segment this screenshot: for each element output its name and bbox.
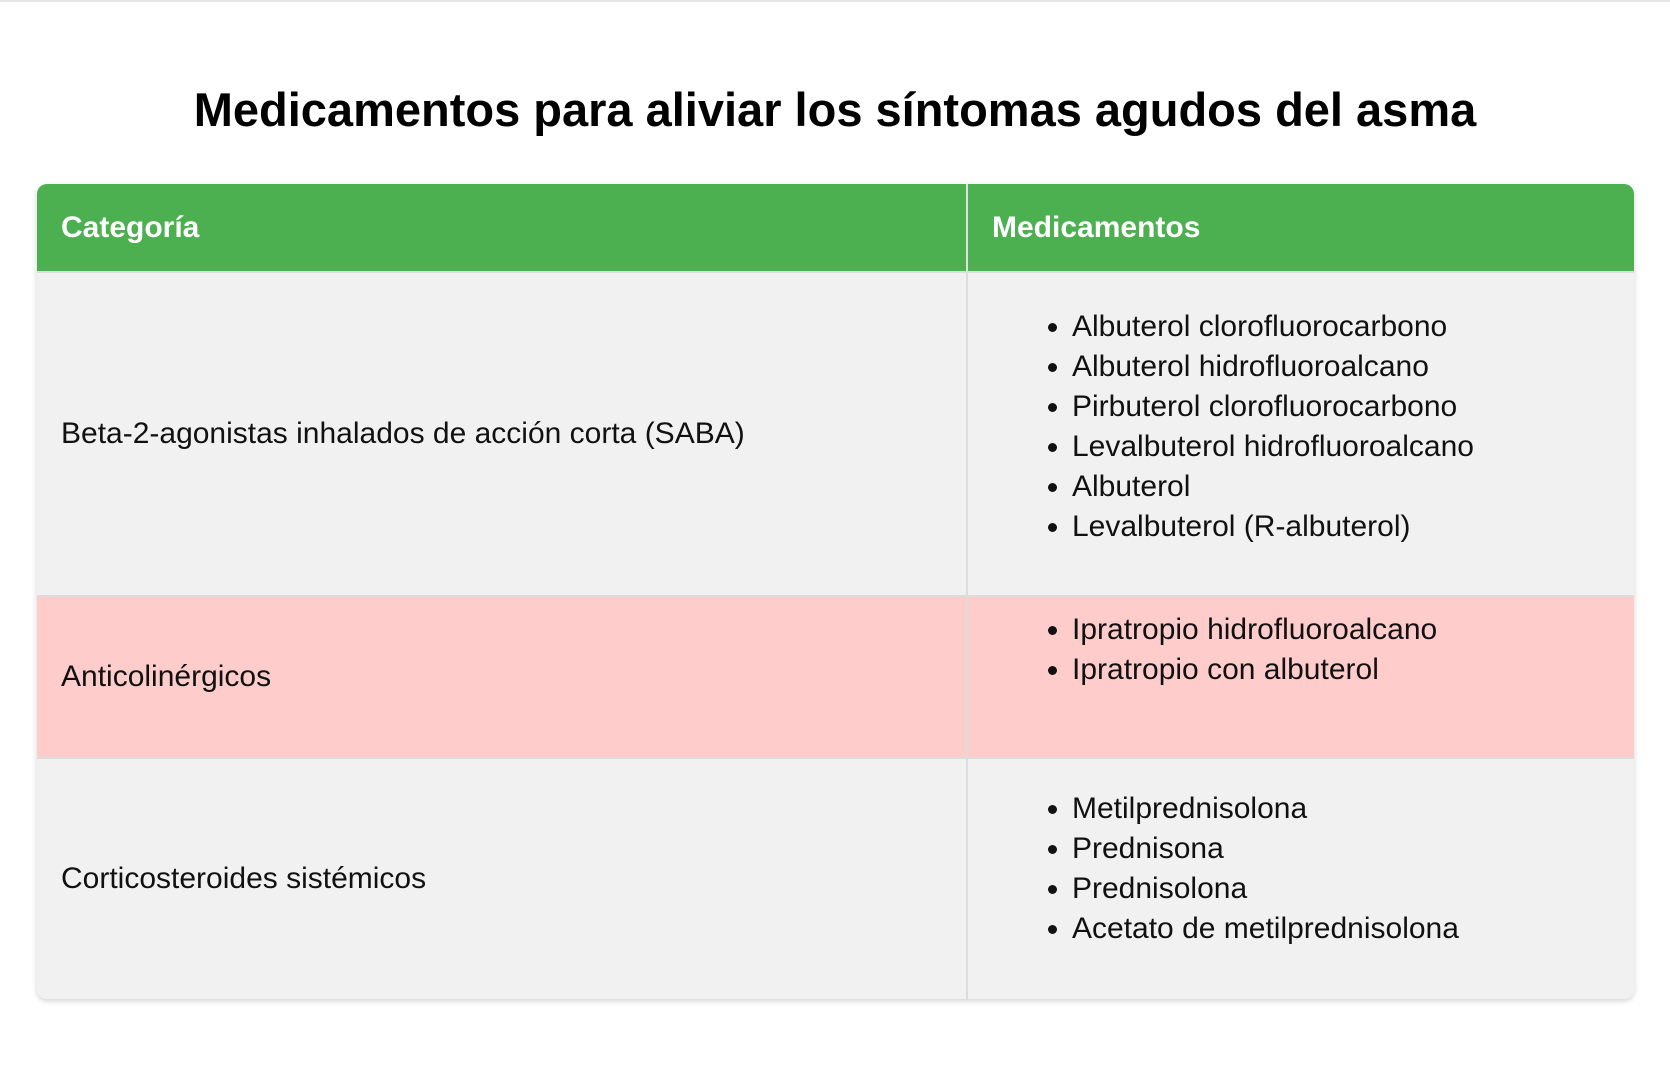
list-item: • Levalbuterol (R-albuterol) [1072, 507, 1634, 547]
list-item: • Ipratropio con albuterol [1072, 650, 1634, 690]
page-title: Medicamentos para aliviar los síntomas agudos del asma [193, 83, 1477, 136]
category-cell: Anticolinérgicos [37, 596, 967, 758]
table-row [37, 758, 1634, 999]
category-cell: Beta-2-agonistas inhalados de acción corta (SABA) [37, 272, 967, 596]
medications-list [992, 307, 1634, 547]
medications-cell [967, 596, 1634, 758]
list-item: • Pirbuterol clorofluorocarbono [1072, 387, 1634, 427]
list-item: • Albuterol [1072, 467, 1634, 507]
category-cell: Corticosteroides sistémicos [37, 758, 967, 999]
list-item: • Prednisolona [1072, 869, 1634, 909]
medications-table [37, 184, 1634, 999]
list-item: • Ipratropio hidrofluoroalcano [1072, 610, 1634, 650]
header-medications: Medicamentos [967, 184, 1634, 272]
medications-cell [967, 272, 1634, 596]
list-item: • Acetato de metilprednisolona [1072, 909, 1634, 949]
medications-list [992, 610, 1634, 690]
table-row [37, 596, 1634, 758]
header-category: Categoría [37, 184, 967, 272]
medications-list [992, 789, 1634, 949]
list-item: • Albuterol hidrofluoroalcano [1072, 347, 1634, 387]
list-item: • Prednisona [1072, 829, 1634, 869]
list-item: • Metilprednisolona [1072, 789, 1634, 829]
medications-table-card [37, 184, 1634, 999]
list-item: • Levalbuterol hidrofluoroalcano [1072, 427, 1634, 467]
table-row [37, 272, 1634, 596]
medications-cell [967, 758, 1634, 999]
list-item: • Albuterol clorofluorocarbono [1072, 307, 1634, 347]
table-header-row [37, 184, 1634, 272]
